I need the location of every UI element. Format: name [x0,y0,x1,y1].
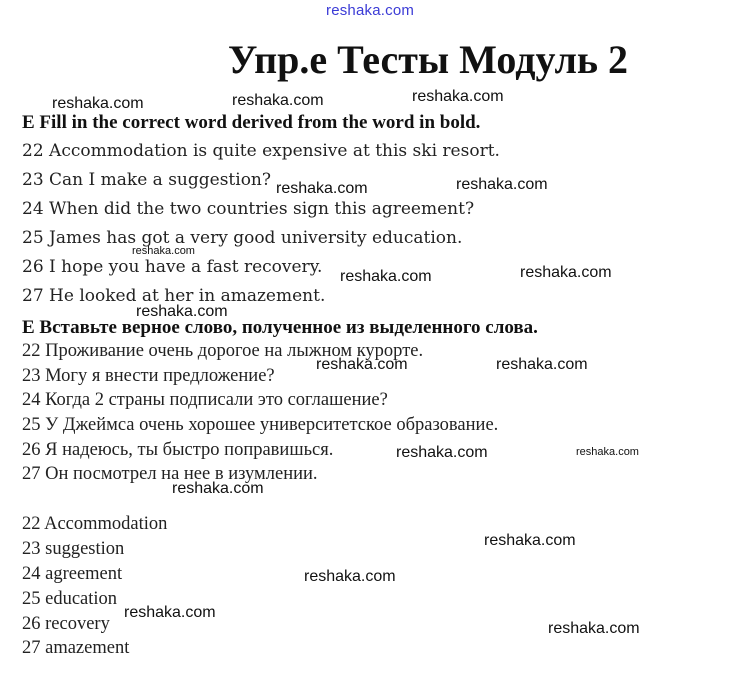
english-sentence-26: 26 I hope you have a fast recovery. [22,257,323,277]
answer-26: 26 recovery [22,614,110,634]
watermark: reshaka.com [396,444,488,461]
watermark: reshaka.com [304,568,396,585]
english-sentence-23: 23 Can I make a suggestion? [22,170,271,190]
russian-sentence-23: 23 Могу я внести предложение? [22,366,275,386]
watermark: reshaka.com [132,245,195,257]
watermark: reshaka.com [496,356,588,373]
watermark: reshaka.com [232,92,324,109]
watermark: reshaka.com [172,480,264,497]
russian-sentence-22: 22 Проживание очень дорогое на лыжном курорте. [22,341,424,361]
watermark: reshaka.com [316,356,408,373]
watermark: reshaka.com [484,532,576,549]
watermark: reshaka.com [412,88,504,105]
english-sentence-22: 22 Accommodation is quite expensive at this ski resort. [22,141,500,161]
watermark: reshaka.com [548,620,640,637]
answer-22: 22 Accommodation [22,514,168,534]
page-title: Упр.е Тесты Модуль 2 [228,37,629,82]
watermark: reshaka.com [456,176,548,193]
answer-23: 23 suggestion [22,539,125,559]
watermark: reshaka.com [124,604,216,621]
english-sentence-27: 27 He looked at her in amazement. [22,286,326,306]
answer-25: 25 education [22,589,118,609]
english-task-heading: E Fill in the correct word derived from the word in bold. [22,112,481,133]
russian-task-heading: E Вставьте верное слово, полученное из выделенного слова. [22,317,538,338]
answer-27: 27 amazement [22,638,130,658]
watermark: reshaka.com [52,95,144,112]
russian-sentence-25: 25 У Джеймса очень хорошее университетское образование. [22,415,499,435]
english-sentence-24: 24 When did the two countries sign this agreement? [22,199,475,219]
english-sentence-25: 25 James has got a very good university education. [22,228,463,248]
answer-24: 24 agreement [22,564,123,584]
top-watermark: reshaka.com [326,2,415,19]
watermark: reshaka.com [340,268,432,285]
watermark: reshaka.com [136,303,228,320]
russian-sentence-27: 27 Он посмотрел на нее в изумлении. [22,464,318,484]
watermark: reshaka.com [276,180,368,197]
watermark: reshaka.com [520,264,612,281]
watermark: reshaka.com [576,446,639,458]
russian-sentence-24: 24 Когда 2 страны подписали это соглашение? [22,390,388,410]
russian-sentence-26: 26 Я надеюсь, ты быстро поправишься. [22,440,334,460]
